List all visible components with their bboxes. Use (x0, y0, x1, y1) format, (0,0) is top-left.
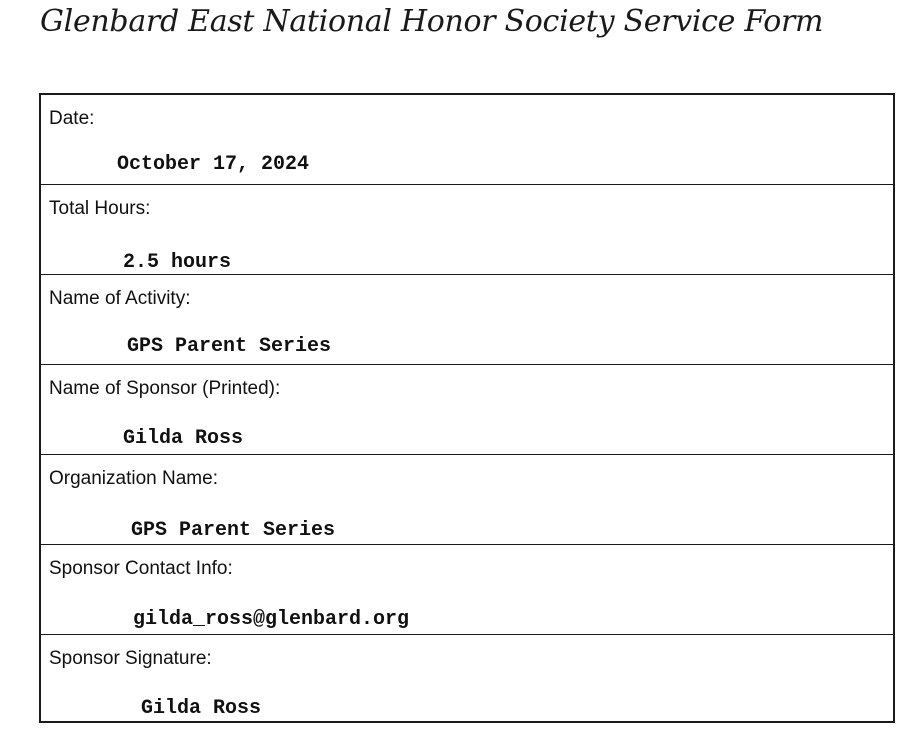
date-label: Date: (49, 108, 95, 129)
activity-name-row (41, 275, 893, 365)
sponsor-signature-row (41, 635, 893, 725)
organization-name-row (41, 455, 893, 545)
sponsor-contact-label: Sponsor Contact Info: (49, 558, 233, 579)
organization-name-label: Organization Name: (49, 468, 218, 489)
activity-name-label: Name of Activity: (49, 288, 191, 309)
sponsor-name-value: Gilda Ross (123, 427, 244, 450)
sponsor-signature-value: Gilda Ross (141, 697, 262, 720)
organization-name-value: GPS Parent Series (131, 519, 336, 542)
date-row (41, 95, 893, 185)
activity-name-value: GPS Parent Series (127, 335, 332, 358)
total-hours-row (41, 185, 893, 275)
total-hours-label: Total Hours: (49, 198, 151, 219)
total-hours-value: 2.5 hours (123, 251, 232, 274)
form-title: Glenbard East National Honor Society Service Form (40, 4, 824, 39)
date-value: October 17, 2024 (117, 153, 310, 176)
sponsor-contact-value: gilda_ross@glenbard.org (133, 608, 410, 631)
sponsor-signature-label: Sponsor Signature: (49, 648, 212, 669)
sponsor-contact-row (41, 545, 893, 635)
sponsor-name-row (41, 365, 893, 455)
sponsor-name-label: Name of Sponsor (Printed): (49, 378, 281, 399)
service-form-table (39, 93, 895, 723)
